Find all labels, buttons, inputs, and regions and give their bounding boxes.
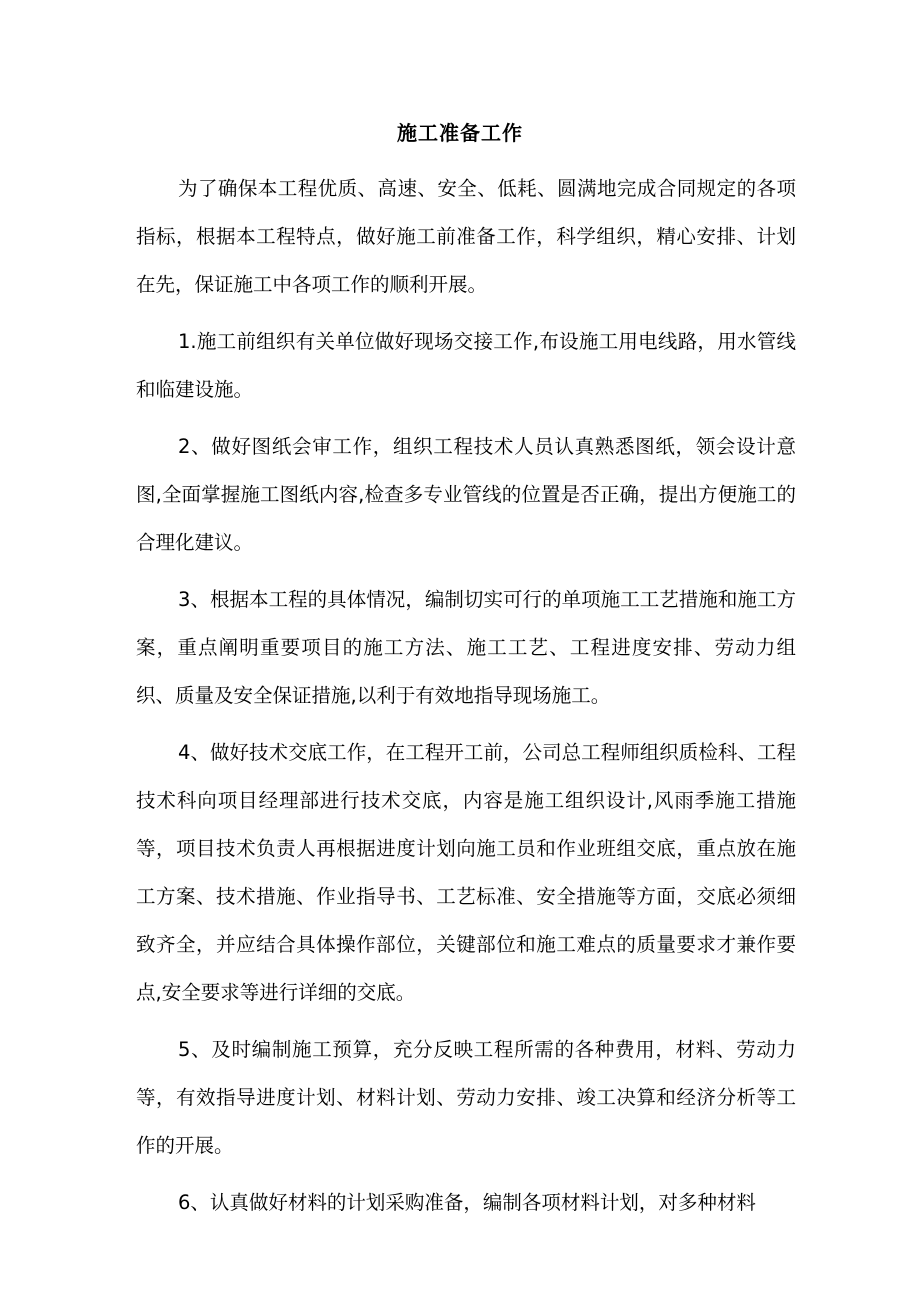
paragraph-item-1: 1.施工前组织有关单位做好现场交接工作,布设施工用电线路，用水管线和临建设施。 — [136, 330, 796, 401]
document-title: 施工准备工作 — [397, 121, 523, 145]
document-body — [136, 165, 796, 1236]
paragraph-item-5: 5、及时编制施工预算，充分反映工程所需的各种费用，材料、劳动力等，有效指导进度计划、材料计划、劳动力安排、竣工决算和经济分析等工作的开展。 — [136, 1038, 796, 1157]
paragraph-item-3: 3、根据本工程的具体情况，编制切实可行的单项施工工艺措施和施工方案，重点阐明重要项目的施工方法、施工工艺、工程进度安排、劳动力组织、质量及安全保证措施,以利于有效地指导现场施工。 — [136, 588, 796, 707]
paragraph-item-4: 4、做好技术交底工作，在工程开工前，公司总工程师组织质检科、工程技术科向项目经理部进行技术交底，内容是施工组织设计,风雨季施工措施等，项目技术负责人再根据进度计划向施工员和作业班组交底，重点放在施工方案、技术措施、作业指导书、工艺标准、安全措施等方面，交底必须细致齐全，并应结合具体操作部位，关键部位和施工难点的质量要求才兼作要点,安全要求等进行详细的交底。 — [136, 741, 796, 1004]
paragraph-item-2: 2、做好图纸会审工作，组织工程技术人员认真熟悉图纸，领会设计意图,全面掌握施工图纸内容,检查多专业管线的位置是否正确，提出方便施工的合理化建议。 — [136, 435, 796, 554]
paragraph-intro: 为了确保本工程优质、高速、安全、低耗、圆满地完成合同规定的各项指标，根据本工程特点，做好施工前准备工作，科学组织，精心安排、计划在先，保证施工中各项工作的顺利开展。 — [136, 177, 796, 296]
paragraph-item-6: 6、认真做好材料的计划采购准备，编制各项材料计划，对多种材料 — [178, 1191, 756, 1214]
